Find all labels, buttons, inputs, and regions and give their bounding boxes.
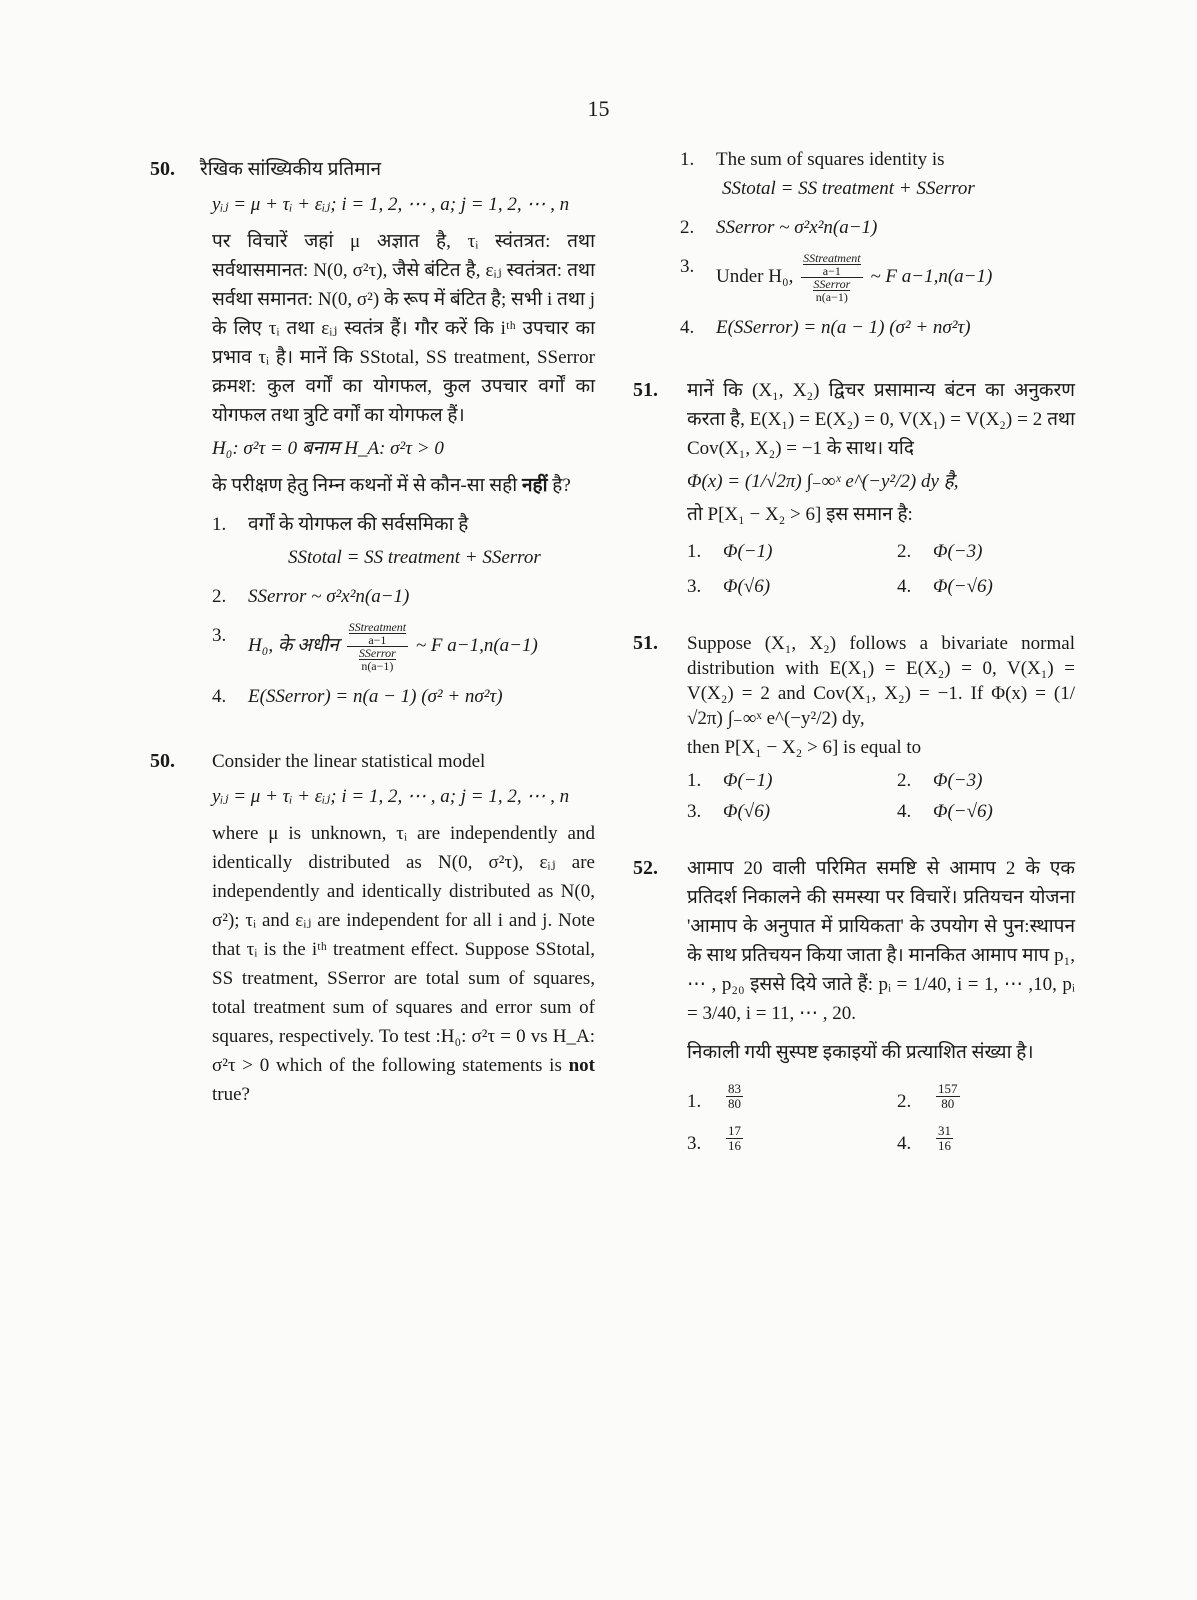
option-value: Φ(√6) (723, 801, 771, 822)
option-3 (687, 799, 897, 824)
fraction-numerator: 17 (728, 1123, 741, 1139)
model-equation: yᵢⱼ = μ + τᵢ + εᵢⱼ; i = 1, 2, ⋯ , a; j = 1, 2, ⋯ , n (212, 194, 570, 215)
option-fraction (936, 1082, 960, 1111)
fraction-denominator: 16 (728, 1138, 741, 1154)
fraction-numerator: 157 (938, 1081, 958, 1097)
question-52-hindi (635, 854, 1075, 1153)
option-number: 2. (897, 1091, 912, 1112)
option-number: 1. (687, 770, 702, 791)
prompt-text: के परीक्षण हेतु निम्न कथनों में से कौन-सा सही (212, 475, 518, 496)
option-value: Φ(−1) (723, 770, 773, 791)
option-number: 1. (680, 149, 695, 170)
option-equation: E(SSerror) = n(a − 1) (σ² + nσ²τ) (716, 317, 971, 338)
option-2 (680, 213, 1075, 242)
options-grid (687, 1081, 1075, 1153)
fraction-numerator: 83 (728, 1081, 741, 1097)
question-50-english-options (635, 145, 1075, 342)
option-1 (680, 145, 1075, 203)
option-number: 3. (212, 625, 227, 646)
question-50-hindi (150, 155, 595, 711)
fraction-top-sub: a−1 (368, 633, 387, 647)
question-body: आमाप 20 वाली परिमित समष्टि से आमाप 2 के एक प्रतिदर्श निकालने की समस्या पर विचारें। प्रतियचन योजना 'आमाप के अनुपात में प्रायिकता' के उपयोग से पुन:स्थापन के साथ प्रतिचयन किया जाता है। मानकित आमाप माप p₁, ⋯ , p₂₀ इससे दिये जाते हैं: pᵢ = 1/40, i = 1, ⋯ ,10, pᵢ = 3/40, i = 11, ⋯ , 20. (687, 858, 1075, 1024)
option-value: Φ(√6) (723, 576, 771, 597)
option-equation: SStotal = SS treatment + SSerror (288, 547, 541, 568)
option-number: 1. (687, 1091, 702, 1112)
question-prompt: then P[X₁ − X₂ > 6] is equal to (687, 737, 922, 758)
option-value: Φ(−3) (933, 541, 983, 562)
option-1 (212, 510, 595, 572)
option-number: 2. (897, 770, 912, 791)
option-fraction (726, 1124, 743, 1153)
question-number: 50. (150, 158, 175, 180)
option-number: 4. (897, 801, 912, 822)
option-number: 4. (897, 576, 912, 597)
option-equation: SSerror ~ σ²x²n(a−1) (248, 586, 410, 607)
prompt-emphasis: नहीं (521, 475, 548, 496)
option-prefix: Under H₀, (716, 265, 794, 287)
fraction-bottom: SSerror (813, 277, 851, 291)
option-number: 3. (687, 801, 702, 822)
option-2 (212, 582, 595, 611)
fraction-bottom-sub: n(a−1) (361, 659, 394, 673)
question-number: 51. (633, 379, 658, 401)
option-2 (897, 1081, 1097, 1111)
question-number: 51. (633, 632, 658, 654)
ratio-fraction (347, 621, 409, 672)
option-number: 2. (212, 586, 227, 607)
body-text: where μ is unknown, τᵢ are independently and identically distributed as N(0, σ²τ), εᵢⱼ are independently and identically distributed as N(0, σ²); τᵢ and εᵢⱼ are independent for all i and j. Note that τᵢ is the iᵗʰ treatment effect. Suppose SStotal, SS treatment, SSerror are total sum of squares, total treatment sum of squares and error sum of squares, respectively. To test :H₀: σ²τ = 0 vs H_A: σ²τ > 0 which of the following statements is (212, 823, 595, 1076)
right-column (635, 145, 1075, 1153)
option-prefix: H₀, के अधीन (248, 634, 339, 656)
option-suffix: ~ F a−1,n(a−1) (415, 634, 538, 656)
option-3 (687, 1123, 897, 1153)
option-number: 4. (212, 686, 227, 707)
question-prompt: निकाली गयी सुस्पष्ट इकाइयों की प्रत्याशित संख्या है। (687, 1042, 1034, 1063)
option-value: Φ(−√6) (933, 801, 993, 822)
option-3 (212, 621, 595, 672)
option-text: The sum of squares identity is (716, 149, 945, 170)
option-fraction (726, 1082, 743, 1111)
body-end: true? (212, 1084, 250, 1105)
body-emphasis: not (568, 1055, 595, 1076)
options-grid (687, 537, 1075, 601)
option-1 (687, 768, 897, 793)
fraction-denominator: 16 (938, 1138, 951, 1154)
question-body: Suppose (X₁, X₂) follows a bivariate normal distribution with E(X₁) = E(X₂) = 0, V(X₁) = V(X₂) = 2 and Cov(X₁, X₂) = −1. If Φ(x) = (1/√2π) ∫₋∞ˣ e^(−y²/2) dy, (687, 633, 1075, 729)
question-51-hindi (635, 376, 1075, 601)
question-number: 52. (633, 857, 658, 879)
fraction-bottom-sub: n(a−1) (815, 290, 848, 304)
option-4 (897, 799, 1097, 824)
prompt-end: है? (552, 475, 571, 496)
option-value: Φ(−3) (933, 770, 983, 791)
option-fraction (936, 1124, 953, 1153)
option-2 (897, 537, 1097, 566)
left-column (150, 155, 595, 1113)
model-equation: yᵢⱼ = μ + τᵢ + εᵢⱼ; i = 1, 2, ⋯ , a; j = 1, 2, ⋯ , n (212, 786, 570, 807)
option-4 (897, 1123, 1097, 1153)
option-2 (897, 768, 1097, 793)
option-4 (212, 682, 595, 711)
option-number: 3. (680, 256, 695, 277)
option-value: Φ(−√6) (933, 576, 993, 597)
question-body: मानें कि (X₁, X₂) द्विचर प्रसामान्य बंटन का अनुकरण करता है, E(X₁) = E(X₂) = 0, V(X₁) = V(X₂) = 2 तथा Cov(X₁, X₂) = −1 के साथ। यदि (687, 380, 1075, 459)
option-equation: E(SSerror) = n(a − 1) (σ² + nσ²τ) (248, 686, 503, 707)
page-number: 15 (587, 96, 610, 121)
phi-definition: Φ(x) = (1/√2π) ∫₋∞ˣ e^(−y²/2) dy है, (687, 471, 959, 492)
question-50-english (150, 747, 595, 1109)
option-3 (680, 252, 1075, 303)
question-body: पर विचारें जहां μ अज्ञात है, τᵢ स्वंतत्रत: तथा सर्वथासमानत: N(0, σ²τ), जैसे बंटित है, εᵢⱼ स्वतंत्रत: तथा सर्वथा समानत: N(0, σ²) के रूप में बंटित है; सभी i तथा j के लिए τᵢ तथा εᵢⱼ स्वतंत्र हैं। गौर करें कि iᵗʰ उपचार का प्रभाव τᵢ है। मानें कि SStotal, SS treatment, SSerror क्रमश: कुल वर्गों का योगफल, कुल उपचार वर्गों का योगफल तथा त्रुटि वर्गों का योगफल हैं। (212, 231, 595, 426)
option-number: 4. (680, 317, 695, 338)
question-title: Consider the linear statistical model (212, 751, 486, 772)
ratio-fraction (801, 252, 863, 303)
question-number: 50. (150, 750, 175, 772)
question-51-english (635, 631, 1075, 824)
option-equation: SStotal = SS treatment + SSerror (722, 178, 975, 199)
option-number: 2. (680, 217, 695, 238)
fraction-bottom: SSerror (358, 646, 396, 660)
hypothesis: H₀: σ²τ = 0 बनाम H_A: σ²τ > 0 (212, 438, 444, 459)
option-number: 3. (687, 576, 702, 597)
option-number: 4. (897, 1133, 912, 1155)
fraction-denominator: 80 (728, 1096, 741, 1112)
fraction-top: SStreatment (803, 251, 861, 265)
options-grid (687, 768, 1075, 824)
fraction-denominator: 80 (941, 1096, 955, 1112)
option-equation: SSerror ~ σ²x²n(a−1) (716, 217, 878, 238)
option-number: 1. (687, 541, 702, 562)
option-number: 1. (212, 514, 227, 535)
question-title: रैखिक सांख्यिकीय प्रतिमान (200, 159, 382, 180)
option-number: 2. (897, 541, 912, 562)
option-number: 3. (687, 1133, 702, 1155)
option-value: Φ(−1) (723, 541, 773, 562)
option-4 (680, 313, 1075, 342)
option-1 (687, 537, 897, 566)
question-prompt: तो P[X₁ − X₂ > 6] इस समान है: (687, 504, 913, 525)
option-4 (897, 572, 1097, 601)
question-prompt (212, 471, 595, 500)
option-1 (687, 1081, 897, 1111)
option-suffix: ~ F a−1,n(a−1) (870, 265, 993, 287)
fraction-top-sub: a−1 (822, 264, 841, 278)
option-text: वर्गों के योगफल की सर्वसमिका है (248, 514, 469, 535)
option-3 (687, 572, 897, 601)
fraction-numerator: 31 (938, 1123, 951, 1139)
fraction-top: SStreatment (348, 620, 407, 634)
question-body (212, 819, 595, 1109)
